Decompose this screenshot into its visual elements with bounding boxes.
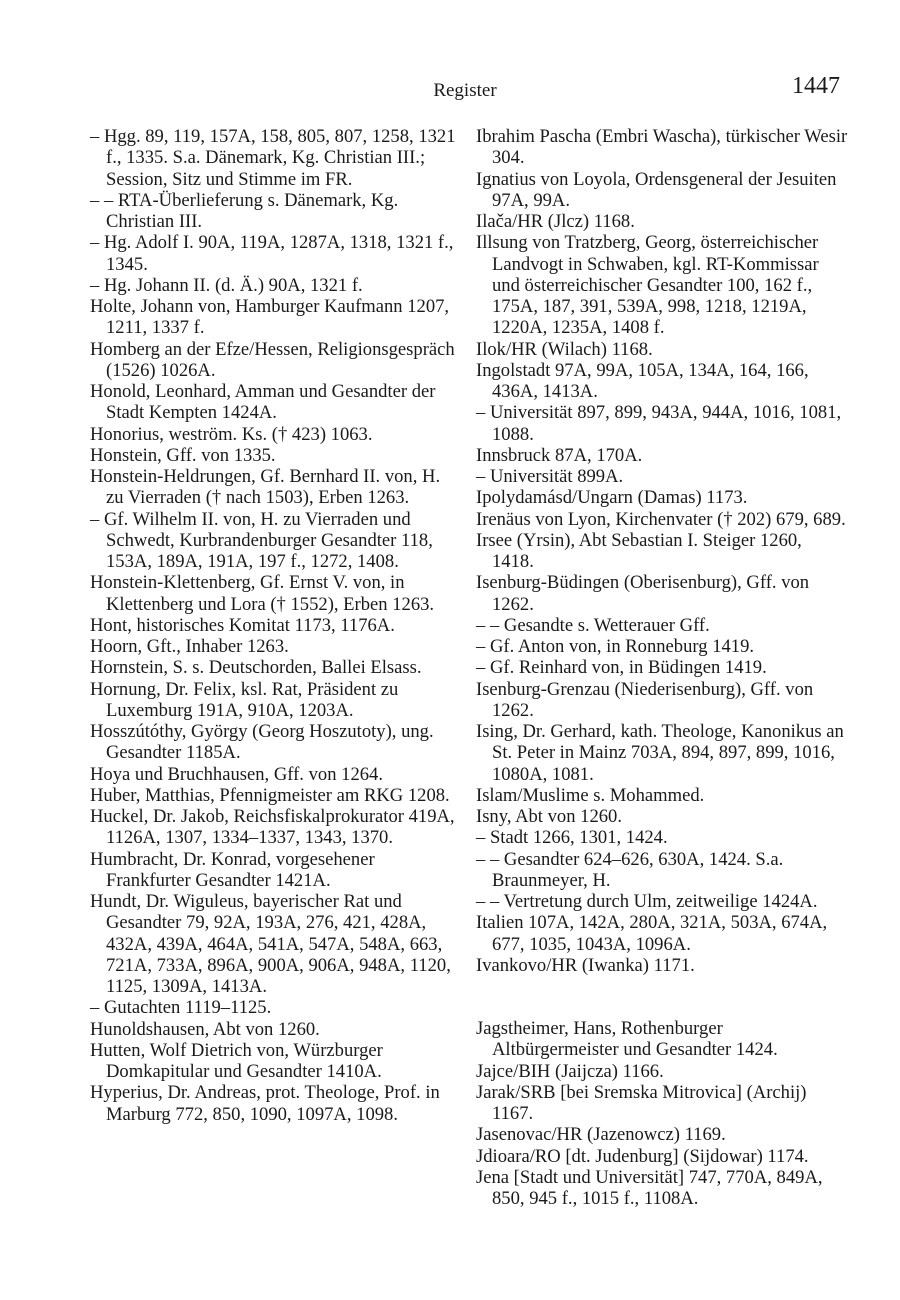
index-entry: Hosszútóthy, György (Georg Hoszutoty), ung. Gesandter 1185A. <box>90 721 434 764</box>
index-entry: Jarak/SRB [bei Sremska Mitrovica] (Archij) 1167. <box>476 1081 807 1124</box>
letter-gap <box>476 976 848 1018</box>
index-entry: Hunoldshausen, Abt von 1260. <box>90 1018 320 1040</box>
index-entry: Ivankovo/HR (Iwanka) 1171. <box>476 954 695 976</box>
index-entry: Huber, Matthias, Pfennigmeister am RKG 1208. <box>90 784 450 806</box>
index-entry: Hont, historisches Komitat 1173, 1176A. <box>90 614 395 636</box>
index-entry: Jajce/BIH (Jaijcza) 1166. <box>476 1060 664 1082</box>
index-entry: – – RTA-Überlieferung s. Dänemark, Kg. Christian III. <box>90 189 399 232</box>
index-entry: – Gf. Reinhard von, in Büdingen 1419. <box>476 657 767 679</box>
index-entry: Ipolydamásd/Ungarn (Damas) 1173. <box>476 487 748 509</box>
index-entry: Hoya und Bruchhausen, Gff. von 1264. <box>90 763 383 785</box>
index-entry: – – Gesandte s. Wetterauer Gff. <box>476 614 710 636</box>
index-entry: Italien 107A, 142A, 280A, 321A, 503A, 674A, 677, 1035, 1043A, 1096A. <box>476 912 828 955</box>
index-entry: Jasenovac/HR (Jazenowcz) 1169. <box>476 1124 726 1146</box>
index-entry: Huckel, Dr. Jakob, Reichsfiskalprokurator 419A, 1126A, 1307, 1334–1337, 1343, 1370. <box>90 806 455 849</box>
index-entry: Hornung, Dr. Felix, ksl. Rat, Präsident zu Luxemburg 191A, 910A, 1203A. <box>90 678 399 721</box>
running-head: Register <box>433 80 497 101</box>
index-entry: Honstein-Klettenberg, Gf. Ernst V. von, in Klettenberg und Lora († 1552), Erben 1263. <box>90 572 435 615</box>
index-entry: Homberg an der Efze/Hessen, Religionsgespräch (1526) 1026A. <box>90 338 455 381</box>
index-entry: – – Gesandter 624–626, 630A, 1424. S.a. Braunmeyer, H. <box>476 848 784 891</box>
index-entry: Ising, Dr. Gerhard, kath. Theologe, Kanonikus an St. Peter in Mainz 703A, 894, 897, 899, 1016, 1080A, 1081. <box>476 721 844 785</box>
left-column <box>90 126 462 1125</box>
index-entry: Jdioara/RO [dt. Judenburg] (Sijdowar) 1174. <box>476 1145 809 1167</box>
index-entry: Honstein, Gff. von 1335. <box>90 444 276 466</box>
index-entry: Irsee (Yrsin), Abt Sebastian I. Steiger 1260, 1418. <box>476 529 802 572</box>
index-entry: Jagstheimer, Hans, Rothenburger Altbürgermeister und Gesandter 1424. <box>476 1018 778 1061</box>
right-column <box>476 126 848 1209</box>
index-entry: – Stadt 1266, 1301, 1424. <box>476 827 668 849</box>
index-entry: Ignatius von Loyola, Ordensgeneral der Jesuiten 97A, 99A. <box>476 168 837 211</box>
index-entry: – Hg. Adolf I. 90A, 119A, 1287A, 1318, 1321 f., 1345. <box>90 232 454 275</box>
index-entry: Jena [Stadt und Universität] 747, 770A, 849A, 850, 945 f., 1015 f., 1108A. <box>476 1166 823 1209</box>
page-header <box>90 73 840 110</box>
index-entry: Honstein-Heldrungen, Gf. Bernhard II. von, H. zu Vierraden († nach 1503), Erben 1263. <box>90 466 441 509</box>
index-entry: Humbracht, Dr. Konrad, vorgesehener Frankfurter Gesandter 1421A. <box>90 848 375 891</box>
index-entry: Isenburg-Büdingen (Oberisenburg), Gff. von 1262. <box>476 572 810 615</box>
index-entry: – Gutachten 1119–1125. <box>90 997 272 1019</box>
index-entry: Honold, Leonhard, Amman und Gesandter der Stadt Kempten 1424A. <box>90 381 436 424</box>
index-entry: Illsung von Tratzberg, Georg, österreichischer Landvogt in Schwaben, kgl. RT-Kommissar und österreichischer Gesandter 100, 162 f., 175A, 187, 391, 539A, 998, 1218, 1219A, 1220A, 1235A, 1408 f. <box>476 232 819 339</box>
index-entry: – Gf. Anton von, in Ronneburg 1419. <box>476 636 755 657</box>
index-entry: Hoorn, Gft., Inhaber 1263. <box>90 636 289 657</box>
index-entry: Hundt, Dr. Wiguleus, bayerischer Rat und Gesandter 79, 92A, 193A, 276, 421, 428A, 432A, 439A, 464A, 541A, 547A, 548A, 663, 721A, 733A, 896A, 900A, 906A, 948A, 1120, 1125, 1309A, 1413A. <box>90 891 451 997</box>
index-entry: Islam/Muslime s. Mohammed. <box>476 784 705 806</box>
index-entry: Isny, Abt von 1260. <box>476 806 622 827</box>
index-entry: – Gf. Wilhelm II. von, H. zu Vierraden und Schwedt, Kurbrandenburger Gesandter 118, 153A, 189A, 191A, 197 f., 1272, 1408. <box>90 508 433 572</box>
index-entry: Ibrahim Pascha (Embri Wascha), türkischer Wesir 304. <box>476 126 848 169</box>
index-entry: – Universität 897, 899, 943A, 944A, 1016, 1081, 1088. <box>476 402 842 445</box>
index-entry: Hornstein, S. s. Deutschorden, Ballei Elsass. <box>90 657 422 679</box>
page-number: 1447 <box>792 73 840 99</box>
index-entry: Holte, Johann von, Hamburger Kaufmann 1207, 1211, 1337 f. <box>90 296 450 339</box>
index-entry: Honorius, weström. Ks. († 423) 1063. <box>90 423 373 445</box>
index-entry: – – Vertretung durch Ulm, zeitweilige 1424A. <box>476 891 818 912</box>
index-entry: Ilača/HR (Jlcz) 1168. <box>476 211 635 232</box>
index-entry: Innsbruck 87A, 170A. <box>476 444 643 466</box>
index-entry: – Hgg. 89, 119, 157A, 158, 805, 807, 1258, 1321 f., 1335. S.a. Dänemark, Kg. Christian III.; Session, Sitz und Stimme im FR. <box>90 126 456 190</box>
index-entry: Hutten, Wolf Dietrich von, Würzburger Domkapitular und Gesandter 1410A. <box>90 1039 383 1082</box>
index-entry: – Universität 899A. <box>476 466 624 487</box>
index-entry: Ilok/HR (Wilach) 1168. <box>476 338 653 360</box>
index-entry: Ingolstadt 97A, 99A, 105A, 134A, 164, 166, 436A, 1413A. <box>476 359 809 402</box>
index-entry: Irenäus von Lyon, Kirchenvater († 202) 679, 689. <box>476 508 846 530</box>
index-entry: Hyperius, Dr. Andreas, prot. Theologe, Prof. in Marburg 772, 850, 1090, 1097A, 1098. <box>90 1082 440 1125</box>
index-entry: – Hg. Johann II. (d. Ä.) 90A, 1321 f. <box>90 274 363 296</box>
index-entry: Isenburg-Grenzau (Niederisenburg), Gff. von 1262. <box>476 678 814 721</box>
